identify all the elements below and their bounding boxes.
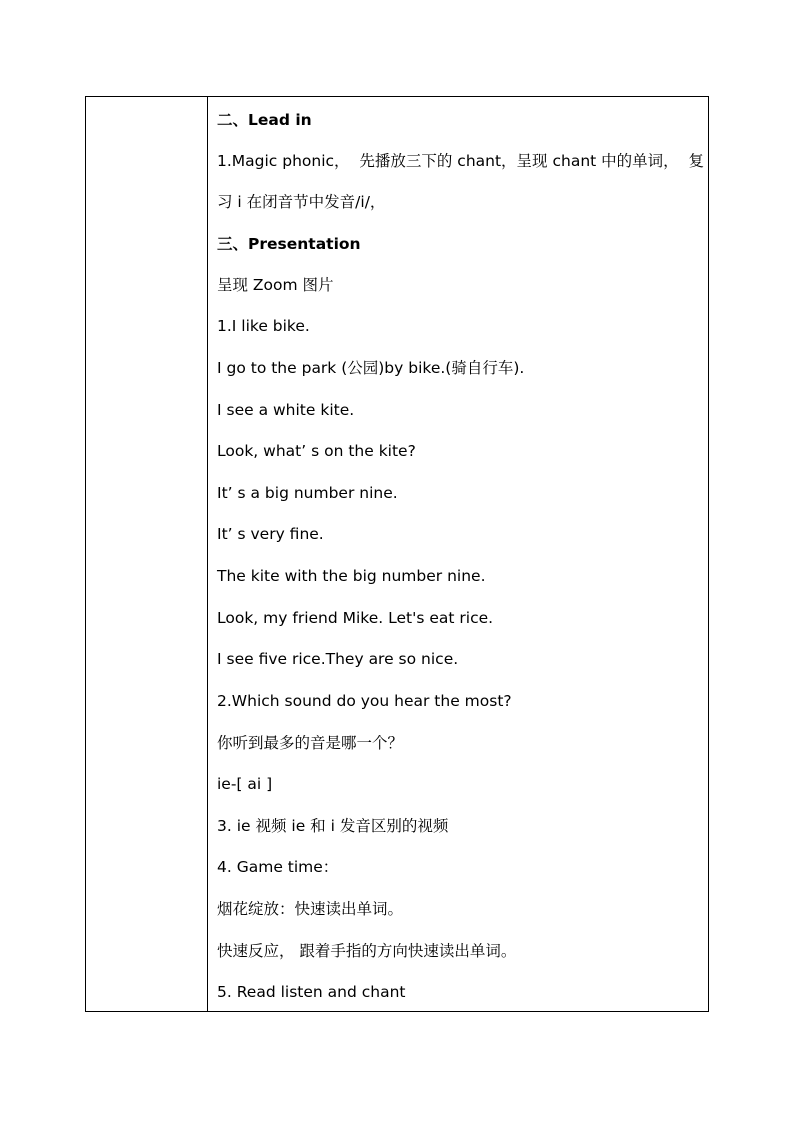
- chant-line-7: The kite with the big number nine.: [217, 567, 486, 585]
- chant-line-4: Look, what’ s on the kite?: [217, 442, 416, 460]
- chant-line-8: Look, my friend Mike. Let's eat rice.: [217, 609, 494, 627]
- left-empty-cell: [86, 97, 208, 1011]
- phonics-answer: ie-[ ai ]: [217, 775, 273, 793]
- lead-in-step-1-cont: 习 i 在闭音节中发音/i/，: [217, 193, 386, 211]
- chant-line-2: I go to the park (公园)by bike.(骑自行车).: [217, 359, 525, 377]
- chant-line-9: I see five rice.They are so nice.: [217, 650, 459, 668]
- game-time-step: 4. Game time：: [217, 858, 339, 876]
- presentation-intro: 呈现 Zoom 图片: [217, 276, 334, 294]
- lead-in-step-1-part-b: 先播放三下的 chant，呈现 chant 中的单词，: [359, 152, 679, 170]
- chant-line-5: It’ s a big number nine.: [217, 484, 398, 502]
- chant-line-1: 1.I like bike.: [217, 317, 310, 335]
- lead-in-step-1-part-a: 1.Magic phonic，: [217, 152, 350, 170]
- chant-line-3: I see a white kite.: [217, 401, 355, 419]
- chant-line-6: It’ s very fine.: [217, 525, 324, 543]
- game-fireworks: 烟花绽放：快速读出单词。: [217, 900, 404, 918]
- lead-in-step-1: [217, 151, 704, 171]
- question-line: 2.Which sound do you hear the most?: [217, 692, 512, 710]
- lesson-content-cell: [208, 97, 708, 1011]
- read-listen-chant-step: 5. Read listen and chant: [217, 983, 406, 1001]
- lead-in-step-1-part-c: 复: [688, 152, 704, 170]
- section-heading-presentation: 三、Presentation: [217, 235, 361, 253]
- question-line-cn: 你听到最多的音是哪一个？: [217, 734, 404, 752]
- video-step: 3. ie 视频 ie 和 i 发音区别的视频: [217, 817, 449, 835]
- game-quick-response: 快速反应， 跟着手指的方向快速读出单词。: [217, 942, 517, 960]
- lesson-table: [85, 96, 709, 1012]
- section-heading-lead-in: 二、Lead in: [217, 111, 312, 129]
